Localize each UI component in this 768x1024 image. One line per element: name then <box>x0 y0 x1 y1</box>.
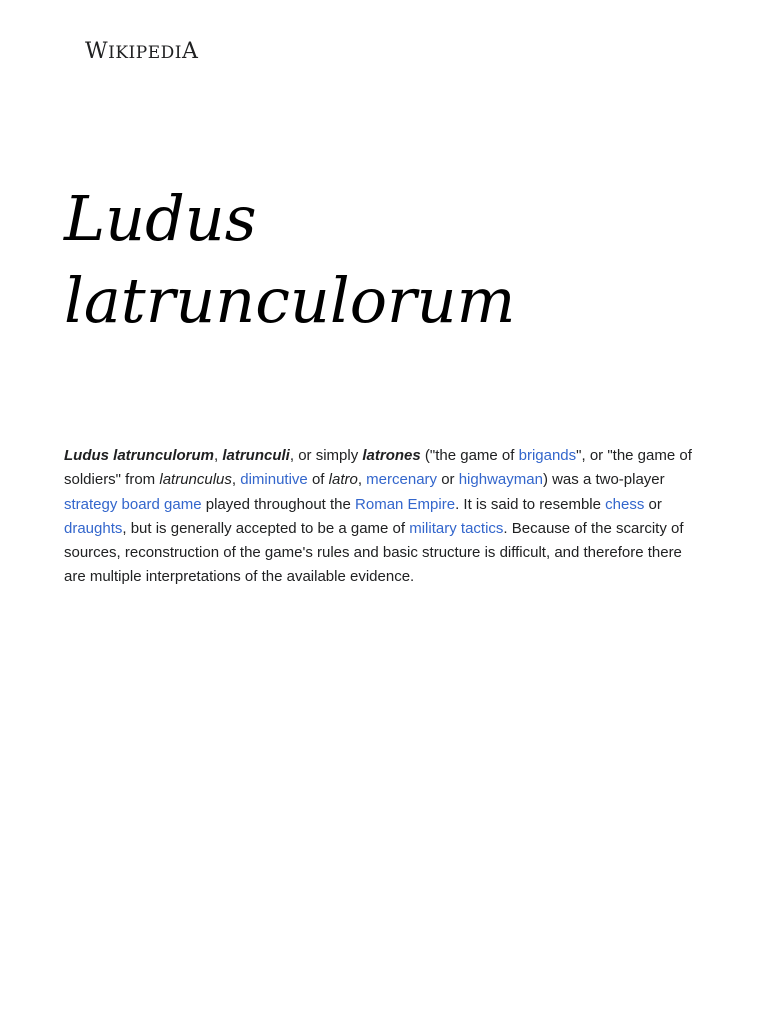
lead-text: or <box>644 495 662 513</box>
lead-text: ) was a two-player <box>542 471 665 489</box>
page-title <box>64 178 724 342</box>
lead-text: , but is generally accepted to be a game of <box>122 519 410 537</box>
lead-text: . Because of the scarcity of sources, reconstruction of the game's rules and basic structure is difficult, and therefore there are multiple interpretations of the available evidence. <box>64 519 684 586</box>
link-military-tactics[interactable]: military tactics <box>409 519 504 537</box>
wordmark-last-letter: A <box>181 39 199 64</box>
page-title-line2: latrunculorum <box>64 264 516 337</box>
lead-text: , or simply <box>289 447 363 464</box>
lead-text: of <box>307 471 329 489</box>
wordmark-first-letter: W <box>85 39 109 64</box>
link-diminutive[interactable]: diminutive <box>240 471 308 489</box>
lead-text: , <box>214 447 223 464</box>
wikipedia-wordmark[interactable] <box>85 38 198 66</box>
lead-text: . It is said to resemble <box>455 495 606 513</box>
link-brigands[interactable]: brigands <box>518 447 577 464</box>
page-title-line1: Ludus <box>64 182 257 255</box>
lead-term-latrunculus: latrunculus <box>159 471 232 489</box>
link-strategy-board-game[interactable]: strategy board game <box>64 495 202 513</box>
link-highwayman[interactable]: highwayman <box>458 471 543 489</box>
lead-term-latrones: latrones <box>362 447 421 464</box>
lead-paragraph <box>64 444 700 590</box>
lead-text: , <box>357 471 367 489</box>
link-chess[interactable]: chess <box>605 495 645 513</box>
lead-text: or <box>437 471 459 489</box>
link-mercenary[interactable]: mercenary <box>366 471 438 489</box>
lead-term-ludus: Ludus latrunculorum <box>64 447 214 464</box>
link-roman-empire[interactable]: Roman Empire <box>355 495 456 513</box>
lead-text: ("the game of <box>420 447 519 464</box>
lead-term-latrunculi: latrunculi <box>222 447 290 464</box>
lead-text: , <box>231 471 241 489</box>
wordmark-middle: IKIPEDI <box>108 43 182 63</box>
lead-text: played throughout the <box>201 495 356 513</box>
lead-term-latro: latro <box>328 471 358 489</box>
lead-text: ", or "the game of soldiers" from <box>64 447 692 489</box>
link-draughts[interactable]: draughts <box>64 519 123 537</box>
